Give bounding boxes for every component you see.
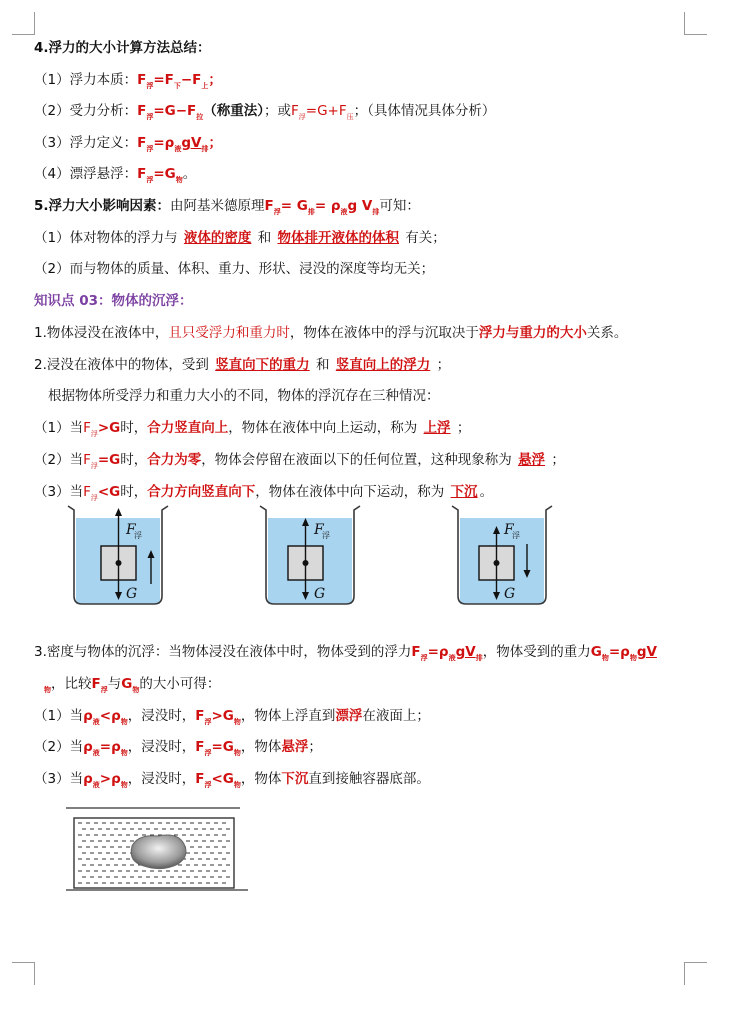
text: （2）受力分析： [34, 103, 138, 119]
label-g: G [504, 586, 516, 602]
text: 。 [479, 484, 494, 500]
text: F [83, 420, 91, 436]
factor-line-2: （2）而与物体的质量、体积、重力、形状、浸没的深度等均无关； [34, 261, 435, 277]
paragraph-3 [34, 642, 657, 664]
text: G [121, 676, 133, 692]
subscript: 排 [475, 654, 483, 662]
text: ，浸没时， [127, 708, 196, 724]
text: 的大小可得： [139, 676, 221, 692]
text: ，物体 [240, 739, 282, 755]
subscript: 浮 [273, 208, 281, 216]
subscript: 物 [120, 781, 128, 789]
subscript: 浮 [146, 82, 154, 90]
text: =ρ [99, 739, 121, 755]
subscript: 液 [92, 718, 100, 726]
subscript: 物 [233, 781, 241, 789]
text: 。 [182, 166, 197, 182]
density-line-3 [34, 769, 430, 791]
text: =G [211, 739, 234, 755]
text: ，物体上浮直到 [240, 708, 336, 724]
text: （1）体对物体的浮力与 [34, 230, 178, 246]
arrow-head [115, 508, 122, 516]
subscript: 浮 [90, 494, 98, 502]
text: ，物体 [240, 771, 282, 787]
text: ，物体在液体中的浮与沉取决于 [289, 325, 479, 341]
text: F [137, 166, 147, 182]
case-line-1 [34, 418, 470, 440]
text: =ρ [608, 644, 630, 660]
text: =ρ [153, 135, 175, 151]
text: F [83, 484, 91, 500]
text: F [411, 644, 421, 660]
formula-line-2 [34, 101, 495, 123]
text: 浮力与重力的大小 [478, 325, 587, 341]
text: 可知： [379, 198, 420, 214]
subscript: 物 [175, 176, 183, 184]
text: = ρ [314, 198, 341, 214]
text: 时， [120, 452, 148, 468]
text: ，物体会停留在液面以下的任何位置，这种现象称为 [201, 452, 512, 468]
subscript: 浮 [146, 176, 154, 184]
text: 时， [120, 420, 148, 436]
density-line-1 [34, 706, 430, 728]
subscript: 浮 [204, 718, 212, 726]
text: ；（具体情况具体分析） [353, 103, 496, 119]
text: 下沉 [281, 771, 309, 787]
text: gV [636, 644, 657, 660]
factor-line-1 [34, 228, 446, 248]
text: 1.物体浸没在液体中， [34, 325, 169, 341]
text: =G [97, 452, 121, 468]
text: ，浸没时， [127, 739, 196, 755]
corner-mark-top-right [684, 12, 707, 35]
text: （称重法） [203, 103, 265, 119]
subscript: 物 [601, 654, 609, 662]
label-f: F [126, 522, 136, 538]
section-4-title: 4.浮力的大小计算方法总结： [34, 40, 211, 56]
paragraph-2 [34, 355, 450, 375]
answer-blank: 悬浮 [518, 452, 546, 468]
subscript: 浮 [420, 654, 428, 662]
text: =G+F [305, 103, 347, 119]
text: （3）当 [34, 771, 84, 787]
text: ，物体在液体中向下运动，称为 [255, 484, 445, 500]
text: =F [153, 72, 174, 88]
text: gV [181, 135, 202, 151]
label-f: F [504, 522, 514, 538]
text: 3.密度与物体的沉浮：当物体浸没在液体中时，物体受到的浮力 [34, 644, 412, 660]
text: F [264, 198, 274, 214]
text: ，浸没时， [127, 771, 196, 787]
corner-mark-bottom-right [684, 962, 707, 985]
answer-blank: 上浮 [423, 420, 451, 436]
text: =G [153, 166, 176, 182]
subscript: 物 [233, 718, 241, 726]
subscript: 液 [92, 749, 100, 757]
text: 且只受浮力和重力时 [168, 325, 290, 341]
answer-blank: 液体的密度 [183, 230, 252, 246]
text: F [83, 452, 91, 468]
beaker-diagrams [60, 500, 620, 612]
subscript: 浮 [90, 462, 98, 470]
subscript: 浮 [298, 113, 306, 121]
corner-mark-bottom-left [12, 962, 35, 985]
answer-blank: 竖直向上的浮力 [335, 357, 431, 373]
text: F [91, 676, 101, 692]
label-g: G [126, 586, 138, 602]
label-f-sub: 浮 [322, 531, 330, 540]
text: 合力方向竖直向下 [147, 484, 256, 500]
paragraph-2-intro: 根据物体所受浮力和重力大小的不同，物体的浮沉存在三种情况： [48, 388, 440, 404]
text: 与 [107, 676, 122, 692]
text: 漂浮 [335, 708, 363, 724]
text: ； [436, 357, 451, 373]
text: ； [456, 420, 471, 436]
text: G [590, 644, 602, 660]
label-f-sub: 浮 [512, 531, 520, 540]
subscript: 液 [174, 145, 182, 153]
formula-line-1 [34, 70, 222, 92]
section-5-title: 5.浮力大小影响因素： [34, 198, 171, 214]
text: F [195, 771, 205, 787]
subscript: 上 [201, 82, 209, 90]
text: （3）浮力定义： [34, 135, 138, 151]
text: >G [211, 708, 234, 724]
text: F [137, 135, 147, 151]
text: ，比较 [51, 676, 92, 692]
text: （1）当 [34, 708, 84, 724]
beaker-rising [68, 506, 168, 604]
text: ρ [83, 739, 93, 755]
text: 2.浸没在液体中的物体，受到 [34, 357, 209, 373]
text: （2）当 [34, 452, 84, 468]
text: （1）浮力本质： [34, 72, 138, 88]
paragraph-3-cont [44, 674, 220, 696]
subscript: 排 [201, 145, 209, 153]
subscript: 物 [132, 686, 140, 694]
text: 由阿基米德原理 [170, 198, 265, 214]
text: 在液面上； [362, 708, 430, 724]
formula-line-4 [34, 164, 196, 186]
text: （2）当 [34, 739, 84, 755]
subscript: 下 [173, 82, 181, 90]
subscript: 压 [346, 113, 354, 121]
subscript: 浮 [204, 781, 212, 789]
text: F [137, 103, 147, 119]
subscript: 物 [120, 749, 128, 757]
corner-mark-top-left [12, 12, 35, 35]
text: ，物体在液体中向上运动，称为 [228, 420, 418, 436]
text: = G [280, 198, 308, 214]
text: 和 [315, 357, 330, 373]
text: ； [308, 739, 322, 755]
label-f: F [314, 522, 324, 538]
text: （3）当 [34, 484, 84, 500]
text: 关系。 [586, 325, 628, 341]
text: ，物体受到的重力 [482, 644, 591, 660]
subscript: 排 [307, 208, 315, 216]
text: =G−F [153, 103, 197, 119]
answer-blank: 物体排开液体的体积 [277, 230, 399, 246]
formula-line-3 [34, 133, 222, 155]
text: F [137, 72, 147, 88]
subscript: 物 [44, 686, 51, 694]
label-g: G [314, 586, 326, 602]
text: 合力为零 [147, 452, 202, 468]
text: >ρ [99, 771, 121, 787]
subscript: 液 [340, 208, 348, 216]
text: <G [97, 484, 121, 500]
section-5-title-line [34, 196, 420, 218]
text: ；或 [264, 103, 292, 119]
subscript: 浮 [100, 686, 108, 694]
density-line-2 [34, 737, 322, 759]
case-line-2 [34, 450, 565, 472]
subscript: 液 [448, 654, 456, 662]
text: ； [208, 135, 222, 151]
subscript: 液 [92, 781, 100, 789]
text: F [195, 739, 205, 755]
text: F [195, 708, 205, 724]
knowledge-point-title: 知识点 03：物体的沉浮： [34, 293, 193, 309]
text: F [291, 103, 299, 119]
text: （1）当 [34, 420, 84, 436]
tank-diagram [66, 806, 248, 894]
text: ； [208, 72, 222, 88]
rock [131, 835, 186, 869]
answer-blank: 竖直向下的重力 [215, 357, 310, 373]
text: 有关； [405, 230, 446, 246]
text: >G [97, 420, 121, 436]
text: 合力竖直向上 [147, 420, 229, 436]
paragraph-1 [34, 323, 627, 343]
subscript: 浮 [204, 749, 212, 757]
subscript: 拉 [196, 113, 204, 121]
subscript: 排 [372, 208, 380, 216]
subscript: 浮 [90, 430, 98, 438]
text: =ρ [427, 644, 449, 660]
subscript: 浮 [146, 113, 154, 121]
text: g V [347, 198, 373, 214]
text: gV [455, 644, 476, 660]
text: 直到接触容器底部。 [308, 771, 430, 787]
text: 悬浮 [281, 739, 309, 755]
subscript: 物 [120, 718, 128, 726]
label-f-sub: 浮 [134, 531, 142, 540]
text: （4）漂浮悬浮： [34, 166, 138, 182]
text: 和 [257, 230, 272, 246]
beaker-sinking [452, 506, 552, 604]
answer-blank: 下沉 [450, 484, 478, 500]
text: <G [211, 771, 234, 787]
text: −F [180, 72, 202, 88]
subscript: 物 [629, 654, 637, 662]
text: 时， [120, 484, 148, 500]
text: ρ [83, 708, 93, 724]
subscript: 物 [233, 749, 241, 757]
text: ρ [83, 771, 93, 787]
beaker-suspended [260, 506, 360, 604]
subscript: 浮 [146, 145, 154, 153]
text: ； [551, 452, 565, 468]
text: <ρ [99, 708, 121, 724]
